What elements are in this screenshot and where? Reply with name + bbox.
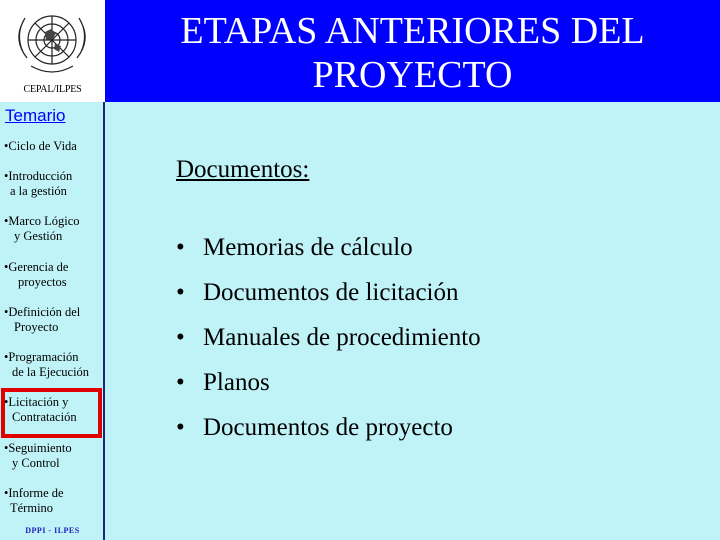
sidebar-item-programacion[interactable] [4,350,104,380]
list-item-text: Memorias de cálculo [203,234,413,261]
sidebar-item-label-line2: a la gestión [10,184,67,198]
page-title-line2: PROYECTO [312,54,513,96]
sidebar-item-label-line2: Proyecto [14,320,59,334]
bullet: • [4,441,9,455]
sidebar-item-seguimiento[interactable] [4,441,104,471]
bullet: • [4,350,9,364]
sidebar-item-label-line2: de la Ejecución [12,365,90,379]
sidebar-item-label: Seguimiento [8,441,72,455]
un-emblem-icon [9,4,95,80]
documents-heading: Documentos: [176,156,310,183]
sidebar-item-introduccion[interactable] [4,169,104,199]
sidebar-item-licitacion[interactable] [4,395,104,425]
sidebar-item-label-line2: y Gestión [14,229,63,243]
sidebar-item-label: Definición del [8,305,81,319]
bullet: • [4,214,9,228]
logo-caption: CEPAL/ILPES [23,84,82,95]
bullet: • [4,260,9,274]
sidebar-title: Temario [5,106,66,125]
sidebar-item-label: Programación [8,350,79,364]
sidebar-item-label-line2: proyectos [18,275,67,289]
sidebar-item-informe[interactable] [4,486,104,516]
list-item-text: Documentos de licitación [203,279,459,306]
sidebar-item-label: Licitación y [8,395,69,409]
bullet: • [4,169,9,183]
sidebar-item-label: Gerencia de [8,260,69,274]
bullet: • [176,369,185,396]
sidebar-item-marco-logico[interactable] [4,214,104,244]
list-item-text: Documentos de proyecto [203,414,453,441]
sidebar-item-ciclo-de-vida[interactable] [4,139,104,154]
sidebar-item-gerencia[interactable] [4,260,104,290]
bullet: • [176,414,185,441]
sidebar-item-label-line2: y Control [12,456,60,470]
logo-panel [0,0,105,102]
sidebar-item-definicion[interactable] [4,305,104,335]
sidebar-item-label: Marco Lógico [8,214,80,228]
sidebar-item-label: Ciclo de Vida [8,139,77,153]
list-item-text: Manuales de procedimiento [203,324,481,351]
bullet: • [4,305,9,319]
bullet: • [176,234,185,261]
bullet: • [4,486,9,500]
page-title-line1: ETAPAS ANTERIORES DEL [180,10,645,52]
bullet: • [176,324,185,351]
page-title [105,9,720,97]
sidebar-item-label-line2: Término [10,501,54,515]
bullet: • [4,395,9,409]
footer-label: DPPI - ILPES [25,526,80,535]
sidebar-item-label: Informe de [8,486,64,500]
sidebar-item-label: Introducción [8,169,73,183]
bullet: • [4,139,9,153]
sidebar-item-label-line2: Contratación [12,410,77,424]
title-bar [105,0,720,102]
bullet: • [176,279,185,306]
list-item-text: Planos [203,369,270,396]
sidebar-temario [0,102,105,540]
